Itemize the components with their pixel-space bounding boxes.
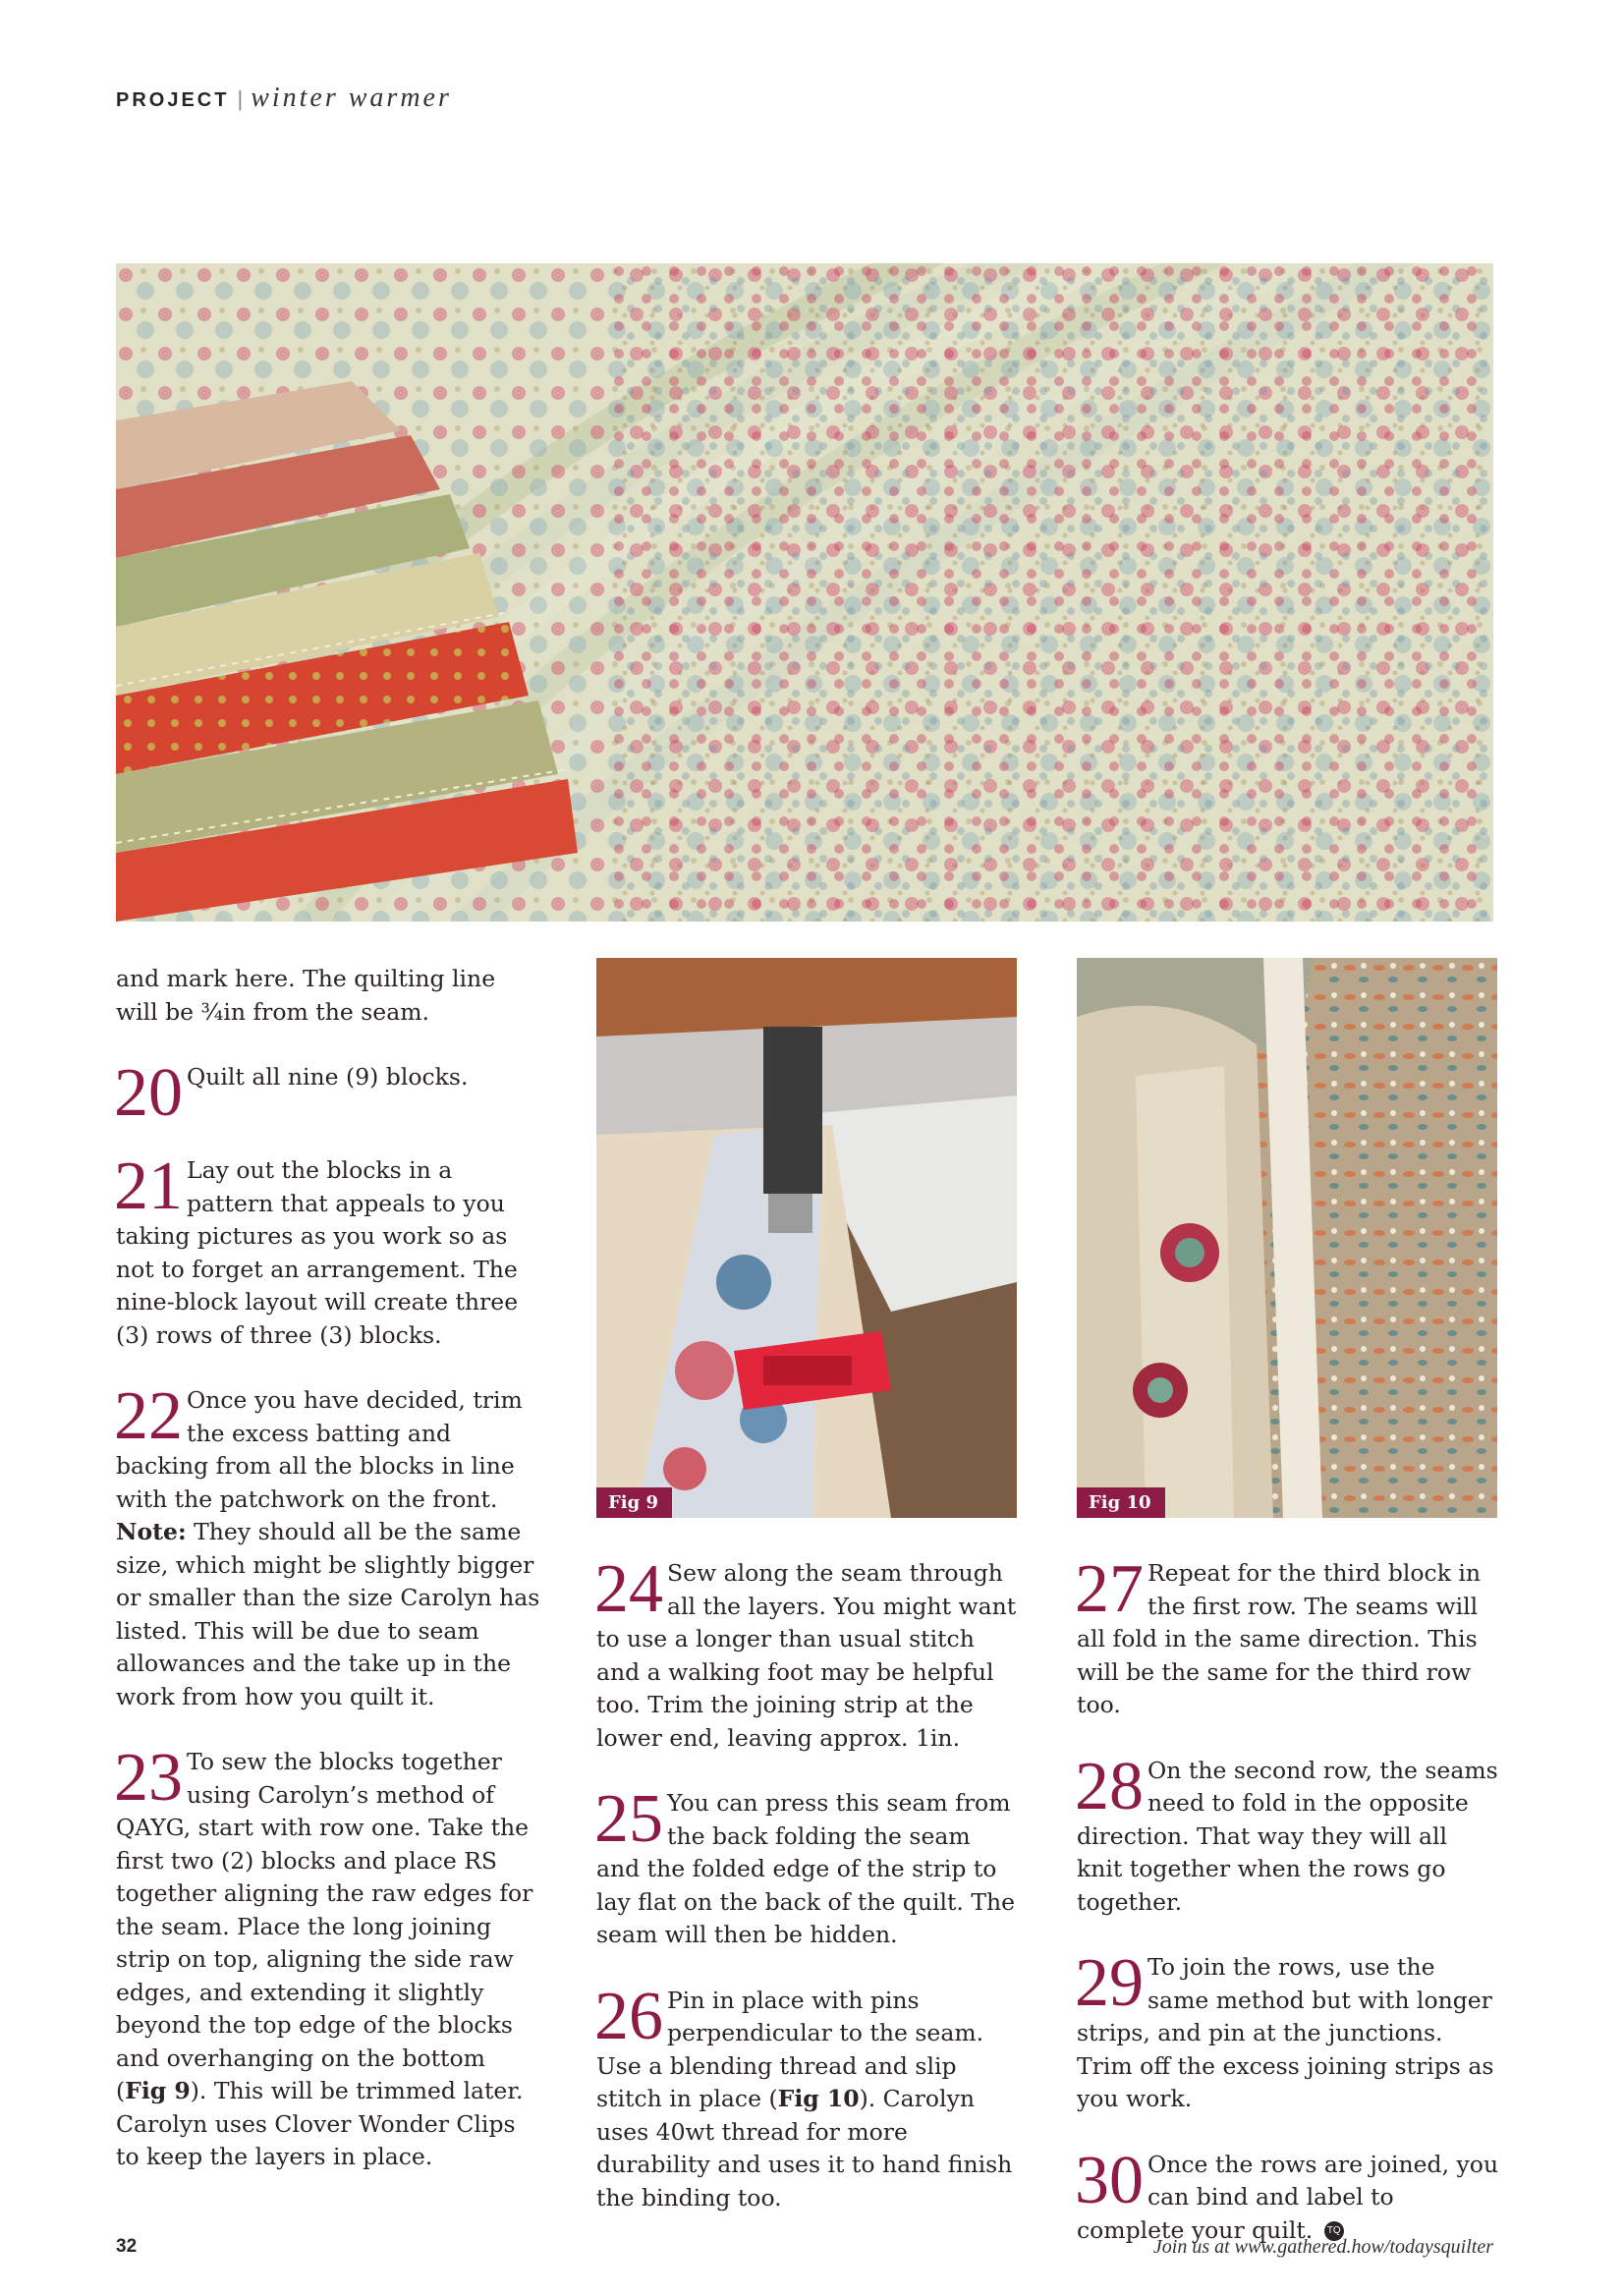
step-text: Lay out the blocks in a pattern that appeals to you taking pictures as you work so as not to forget an arrangement. The nine-block layout will create three (3) rows of three (3) blocks. [116, 1156, 519, 1349]
step-20 [114, 1055, 540, 1131]
step-text: Quilt all nine (9) blocks. [187, 1063, 469, 1091]
step-text: You can press this seam from the back folding the seam and the folded edge of the strip to lay flat on the back of the quilt. The seam will then be hidden. [596, 1789, 1016, 1948]
step-text: ). Carolyn uses 40wt thread for more durability and uses it to hand finish the binding too. [596, 2085, 1013, 2212]
project-title: winter warmer [251, 83, 452, 113]
step-number: 28 [1075, 1748, 1144, 1824]
note-label: Note: [116, 1518, 187, 1545]
text-column-2 [594, 1551, 1019, 2247]
figure-reference: Fig 10 [777, 2085, 860, 2112]
step-text: To join the rows, use the same method but with longer strips, and pin at the junctions. Trim off the excess joining strips as you work. [1077, 1953, 1494, 2112]
header-divider: | [237, 86, 244, 111]
figure-reference: Fig 9 [125, 2077, 191, 2104]
fig-9-label: Fig 9 [596, 1487, 672, 1518]
step-text: To sew the blocks together using Carolyn’s method of QAYG, start with row one. Take the first two (2) blocks and place RS together aligning the raw edges for the seam. Place the long joining strip on top, aligning the side raw edges, and extending it slightly beyond the top edge of the blocks and overhanging on the bottom ( [116, 1748, 533, 2104]
step-text: On the second row, the seams need to fold in the opposite direction. That way they will all knit together when the rows go together. [1077, 1756, 1498, 1916]
step-number: 24 [594, 1551, 663, 1627]
fig-9-photo [596, 958, 1017, 1518]
step-26 [594, 1978, 1019, 2215]
step-text: Pin in place with pins perpendicular to the seam. Use a blending thread and slip stitch in place ( [596, 1986, 984, 2112]
step-number: 20 [114, 1055, 183, 1131]
step-text: Once the rows are joined, you can bind and label to complete your quilt. [1077, 2150, 1499, 2244]
step-22 [114, 1378, 540, 1713]
step-number: 29 [1075, 1945, 1144, 2021]
step-25 [594, 1781, 1019, 1952]
step-28 [1075, 1748, 1499, 1920]
text-column-1 [116, 963, 540, 2207]
step-number: 21 [114, 1148, 183, 1224]
page-header [116, 83, 452, 114]
continuation-paragraph: and mark here. The quilting line will be ¾in from the seam. [116, 965, 496, 1026]
step-number: 30 [1075, 2142, 1144, 2218]
step-number: 26 [594, 1978, 663, 2054]
step-number: 25 [594, 1781, 663, 1857]
footer-join-link[interactable]: Join us at www.gathered.how/todaysquilter [1152, 2236, 1493, 2258]
step-24 [594, 1551, 1019, 1755]
step-27 [1075, 1551, 1499, 1722]
end-mark-icon: TQ [1324, 2221, 1344, 2241]
step-30 [1075, 2142, 1499, 2248]
step-number: 23 [114, 1740, 183, 1816]
step-23 [114, 1740, 540, 2174]
fig-10-label: Fig 10 [1077, 1487, 1165, 1518]
page-number: 32 [116, 2236, 138, 2257]
step-text: Once you have decided, trim the excess batting and backing from all the blocks in line with the patchwork on the front. [116, 1386, 523, 1513]
hero-quilt-image [116, 263, 1493, 922]
step-text: Sew along the seam through all the layers. You might want to use a longer than usual stitch and a walking foot may be helpful too. Trim the joining strip at the lower end, leaving approx. 1in. [596, 1559, 1017, 1752]
step-21 [114, 1148, 540, 1352]
step-text: Repeat for the third block in the first row. The seams will all fold in the same direction. This will be the same for the third row too. [1077, 1559, 1482, 1718]
step-29 [1075, 1945, 1499, 2116]
fig-10-photo [1077, 958, 1497, 1518]
step-text: ). This will be trimmed later. Carolyn uses Clover Wonder Clips to keep the layers in place. [116, 2077, 524, 2170]
step-text: They should all be the same size, which might be slightly bigger or smaller than the size Carolyn has listed. This will be due to seam allowances and the take up in the work from how you quilt it. [116, 1518, 540, 1710]
step-number: 27 [1075, 1551, 1144, 1627]
section-kicker: PROJECT [116, 89, 230, 111]
text-column-3 [1075, 1551, 1499, 2279]
step-number: 22 [114, 1378, 183, 1454]
